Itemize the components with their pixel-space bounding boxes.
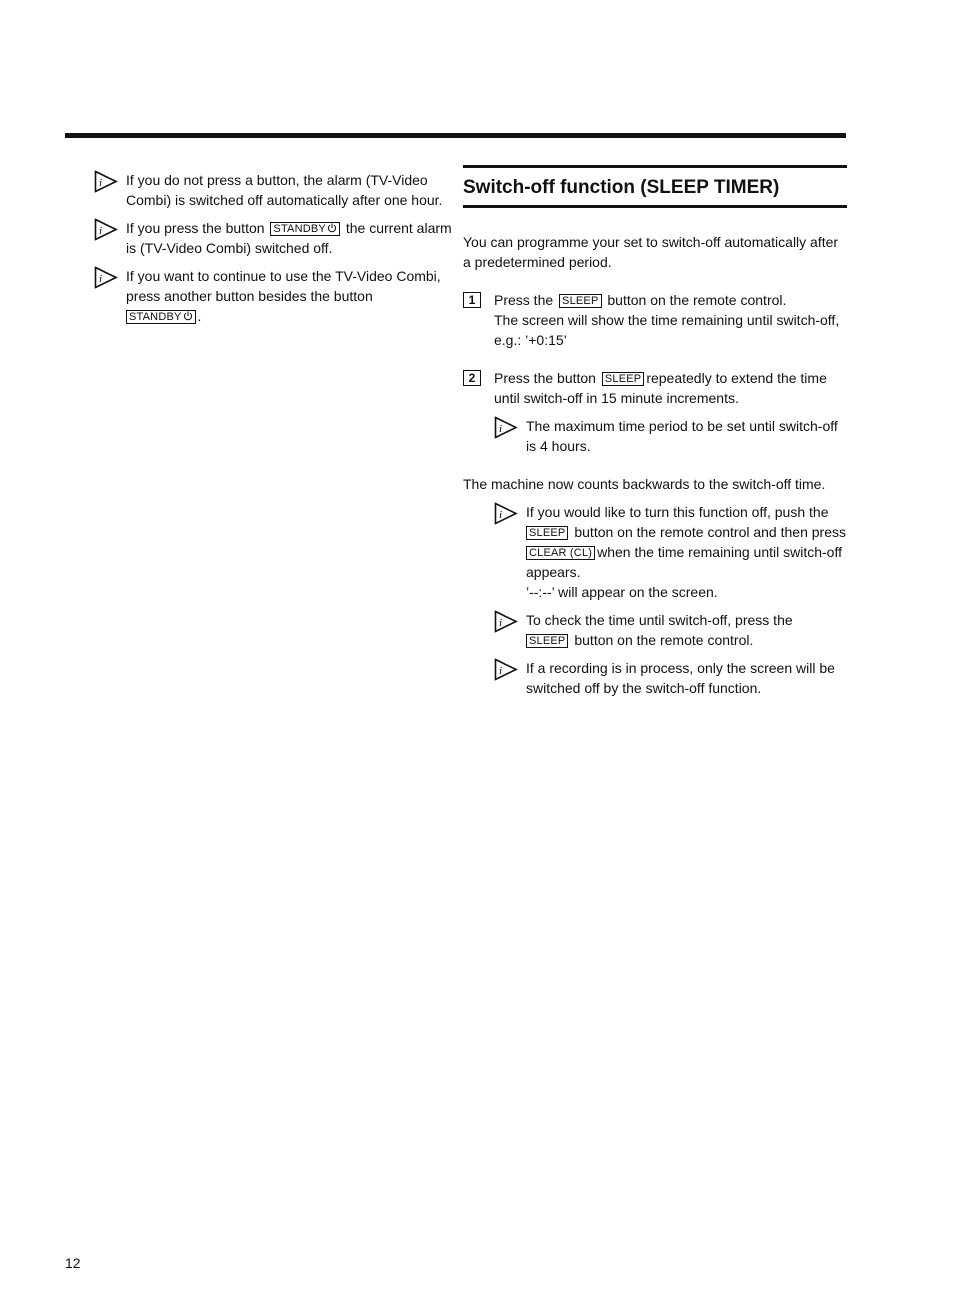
function-notes [463,502,847,698]
svg-text:i: i [499,509,503,521]
alarm-note: i If you do not press a button, the alarm (TV-Video Combi) is switched off automatically after one hour. [94,170,454,210]
svg-text:i: i [99,177,103,189]
sleep-key: SLEEP [526,526,568,540]
countdown-paragraph: The machine now counts backwards to the switch-off time. [463,476,826,492]
sleep-key: SLEEP [602,372,644,386]
intro-paragraph: You can programme your set to switch-off automatically after a predetermined period. [463,234,839,270]
section-heading-block [463,165,847,208]
right-column [463,165,847,706]
svg-text:i: i [99,273,103,285]
top-rule [65,133,846,138]
standby-key: STANDBY [126,310,196,324]
power-icon [183,311,193,321]
left-column [94,170,454,334]
page-number: 12 [65,1255,81,1271]
svg-text:i: i [499,617,503,629]
recording-note: i If a recording is in process, only the screen will be switched off by the switch-off function. [494,658,847,698]
section-title: Switch-off function (SLEEP TIMER) [463,177,780,198]
check-time-note: i To check the time until switch-off, press the SLEEP button on the remote control. [494,610,847,650]
info-triangle-icon [94,218,118,242]
step-number: 2 [463,370,481,386]
info-triangle-icon [494,502,518,526]
standby-key: STANDBY [270,222,340,236]
info-triangle-icon [494,658,518,682]
step-2-notes [463,416,847,456]
continue-note: i If you want to continue to use the TV-Video Combi, press another button besides the button STANDBY . [94,266,454,326]
sleep-key: SLEEP [559,294,601,308]
step-1: 1 Press the SLEEP button on the remote control. The screen will show the time remaining until switch-off, e.g.: ’+0:15’ [463,290,847,350]
standby-note: i If you press the button STANDBY the current alarm is (TV-Video Combi) switched off. [94,218,454,258]
max-time-note: i The maximum time period to be set until switch-off is 4 hours. [494,416,847,456]
svg-text:i: i [499,423,503,435]
step-number: 1 [463,292,481,308]
sleep-key: SLEEP [526,634,568,648]
svg-text:i: i [99,225,103,237]
info-triangle-icon [94,266,118,290]
info-triangle-icon [494,416,518,440]
info-triangle-icon [94,170,118,194]
turn-off-note: i If you would like to turn this function off, push the SLEEP button on the remote control and then press CLEAR (CL) when the time remaining until switch-off appears. ’--:--’ will appear on the screen. [494,502,847,602]
svg-text:i: i [499,665,503,677]
step-2: 2 Press the button SLEEP repeatedly to extend the time until switch-off in 15 minute increments. [463,368,847,408]
clear-key: CLEAR (CL) [526,546,595,560]
power-icon [327,223,337,233]
info-triangle-icon [494,610,518,634]
